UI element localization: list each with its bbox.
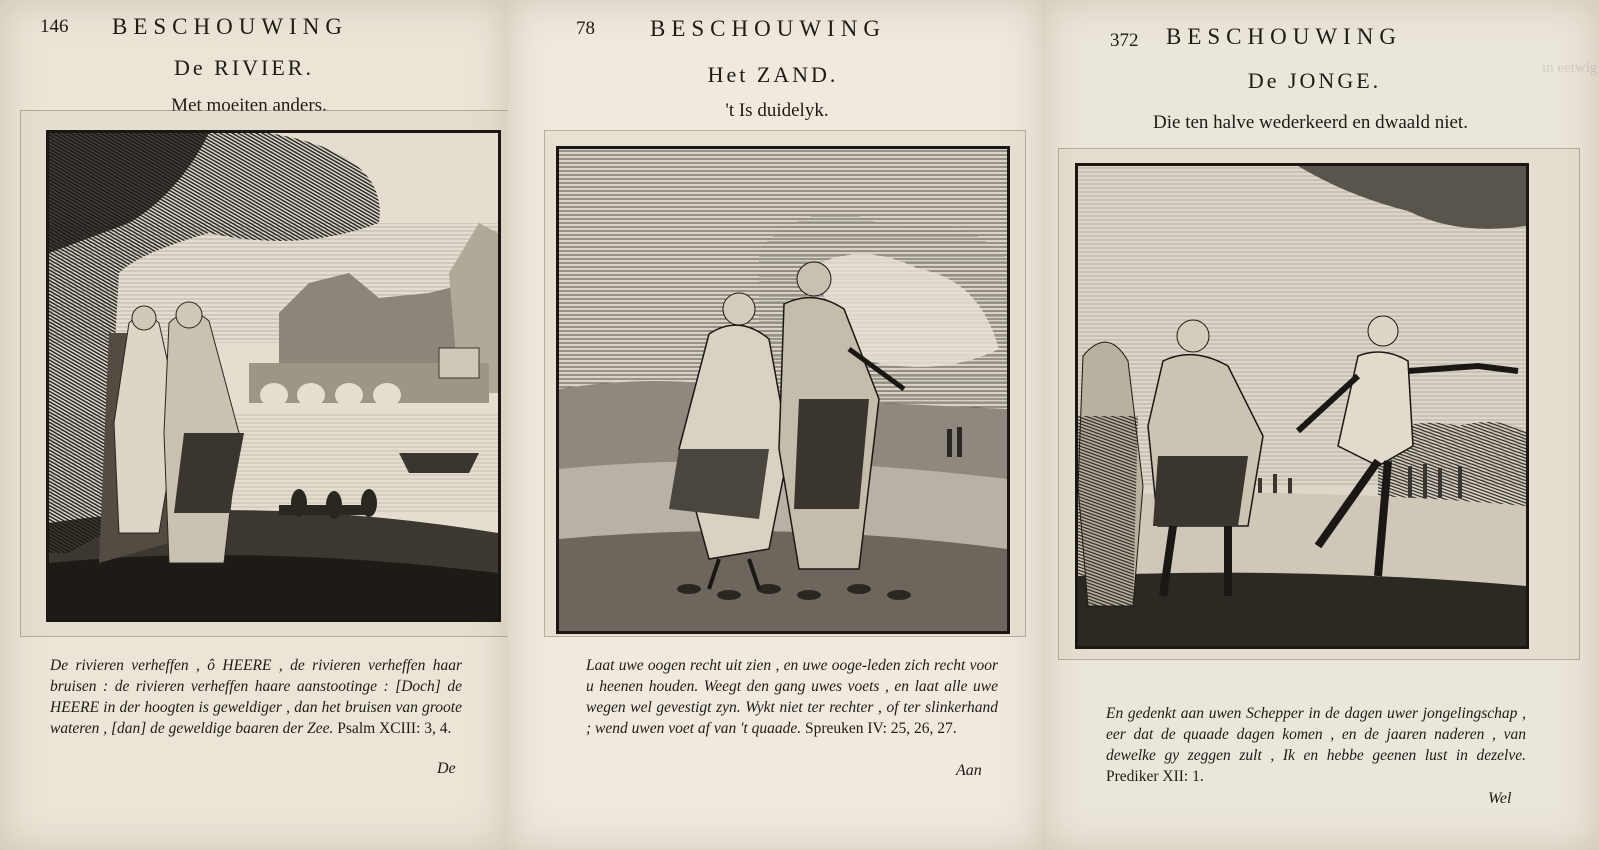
scripture-reference: Spreuken IV: 25, 26, 27. [804, 720, 957, 737]
emblem-motto: 't Is duidelyk. [725, 100, 829, 121]
page-number: 146 [40, 16, 69, 37]
catchword: De [437, 760, 456, 777]
catchword: Wel [1488, 790, 1512, 807]
caption-text: De rivieren verheffen , ô HEERE , de rivieren verheffen haar bruisen : de rivieren verheffen haare aanstootinge : [Doch] de HEERE in der hoogten is geweldiger , dan het bruisen van groote wateren , [dan] de geweldige baaren der Zee. [50, 657, 462, 737]
book-page-river [0, 0, 508, 850]
engraving-youth [1075, 163, 1529, 649]
engraving-youth-illustration [1078, 166, 1526, 646]
engraving-sand-illustration [559, 149, 1007, 631]
emblem-subtitle: De RIVIER. [174, 55, 314, 80]
page-header: BESCHOUWING [650, 16, 886, 41]
emblem-subtitle: Het ZAND. [707, 62, 839, 87]
page-number: 372 [1110, 30, 1139, 51]
scripture-reference: Prediker XII: 1. [1106, 768, 1204, 785]
catchword: Aan [956, 762, 982, 779]
scripture-caption [586, 655, 998, 739]
book-page-youth [1042, 0, 1599, 850]
scripture-caption [1106, 703, 1526, 787]
caption-text: Laat uwe oogen recht uit zien , en uwe ooge-leden zich recht voor u heenen houden. Weegt den gang uwes voets , en laat alle uwe wegen wel gevestigt zyn. Wykt niet ter rechter , of ter slinkerhand ; wend uwen voet af van 't quaade. [586, 657, 998, 737]
engraving-river-illustration [49, 133, 498, 619]
scripture-reference: Psalm XCIII: 3, 4. [337, 720, 452, 737]
bleed-through-text: in eetwig [1542, 60, 1598, 76]
scripture-caption [50, 655, 462, 739]
engraving-river [46, 130, 501, 622]
emblem-subtitle: De JONGE. [1247, 68, 1382, 93]
book-page-sand [508, 0, 1042, 850]
emblem-motto: Met moeiten anders. [171, 95, 327, 116]
page-header: BESCHOUWING [112, 14, 348, 39]
page-header: BESCHOUWING [1166, 24, 1402, 49]
engraving-sand [556, 146, 1010, 634]
caption-text: En gedenkt aan uwen Schepper in de dagen uwer jongelingschap , eer dat de quaade dagen komen , en de jaaren naderen , van dewelke gy zeggen zult , Ik en hebbe geenen lust in dezelve. [1106, 705, 1526, 764]
emblem-motto: Die ten halve wederkeerd en dwaald niet. [1153, 112, 1468, 133]
page-number: 78 [576, 18, 595, 39]
